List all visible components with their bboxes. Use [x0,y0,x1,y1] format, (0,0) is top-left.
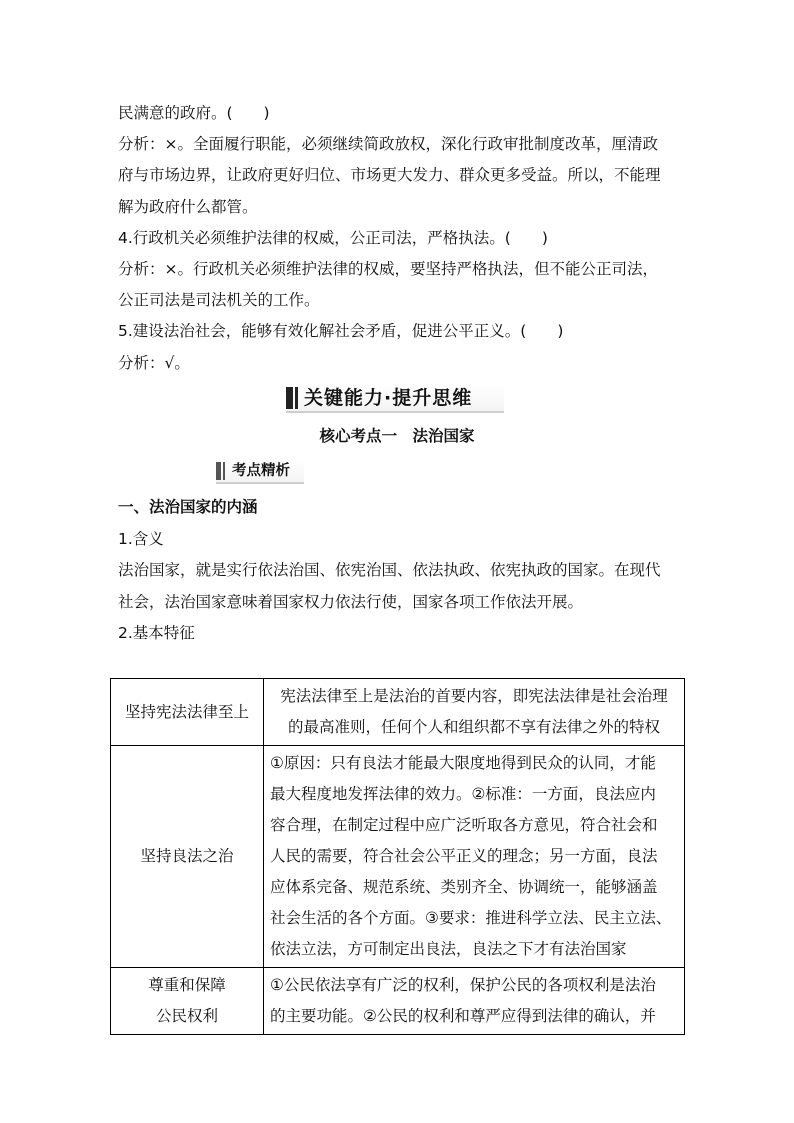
core-point-heading: 核心考点一 法治国家 [319,427,475,445]
text-line: 社会，法治国家意味着国家权力依法行使，国家各项工作依法开展。 [118,592,584,611]
features-table [110,678,685,1035]
feature-description-line: 宪法法律至上是法治的首要内容，即宪法法律是社会治理 [280,687,668,705]
banner-bar-mark [286,387,293,409]
table-row [111,679,685,746]
feature-description-line: 容合理，在制定过程中应广泛听取各方意见，符合社会和 [270,816,658,834]
feature-description-line: 应体系完备、规范系统、类别齐全、协调统一，能够涵盖 [270,878,658,896]
feature-description-line: 依法立法，方可制定出良法，良法之下才有法治国家 [270,940,627,958]
banner-title: 关键能力·提升思维 [304,387,473,409]
feature-name-text: 坚持良法之治 [140,847,234,865]
feature-name-text: 坚持宪法法律至上 [124,702,249,721]
text-line: 分析：×。全面履行职能，必须继续简政放权，深化行政审批制度改革，厘清政 [118,135,658,154]
feature-description-cell [264,746,685,968]
feature-name-text: 公民权利 [155,1007,218,1025]
text-line: 4.行政机关必须维护法律的权威，公正司法，严格执法。( ) [118,228,548,247]
text-line: 府与市场边界，让政府更好归位、市场更大发力、群众更多受益。所以，不能理 [118,166,661,185]
section-banner [286,385,504,413]
text-line: 分析：√。 [118,353,190,372]
text-line: 分析：×。行政机关必须维护法律的权威，要坚持严格执法，但不能公正司法， [118,260,658,278]
analysis-tag [216,460,304,484]
tag-bar-mark [216,462,221,480]
tag-bar-mark-thin [223,462,225,480]
text-line: 1.含义 [118,529,164,548]
feature-description-line: 的主要功能。②公民的权利和尊严应得到法律的确认，并 [270,1007,656,1025]
feature-description-line: ①原因：只有良法才能最大限度地得到民众的认同，才能 [270,754,656,772]
feature-name-cell [111,679,264,746]
feature-name-cell [111,968,264,1035]
text-line: 公正司法是司法机关的工作。 [118,291,320,310]
table-row [111,968,685,1035]
feature-description-line: 人民的需要，符合社会公平正义的理念；另一方面，良法 [270,847,658,865]
feature-description-line: 社会生活的各个方面。③要求：推进科学立法、民主立法、 [270,909,672,927]
text-line: 一、法治国家的内涵 [118,498,258,516]
text-line: 解为政府什么都管。 [118,197,258,216]
text-line: 2.基本特征 [118,624,195,642]
feature-description-line: ①公民依法享有广泛的权利，保护公民的各项权利是法治 [270,976,656,994]
banner-bar-mark-thin [295,387,298,409]
text-line: 5.建设法治社会，能够有效化解社会矛盾，促进公平正义。( ) [118,322,564,341]
text-line: 民满意的政府。( ) [118,104,270,122]
feature-description-line: 最大程度地发挥法律的效力。②标准：一方面，良法应内 [270,785,656,803]
tag-label: 考点精析 [232,463,290,479]
feature-description-line: 的最高准则，任何个人和组织都不享有法律之外的特权 [287,718,660,736]
text-line: 法治国家，就是实行依法治国、依宪治国、依法执政、依宪执政的国家。在现代 [118,561,661,579]
feature-name-text: 尊重和保障 [148,976,226,994]
table-row [111,746,685,968]
feature-description-cell [264,968,685,1035]
feature-name-cell [111,746,264,968]
feature-description-cell [264,679,685,746]
